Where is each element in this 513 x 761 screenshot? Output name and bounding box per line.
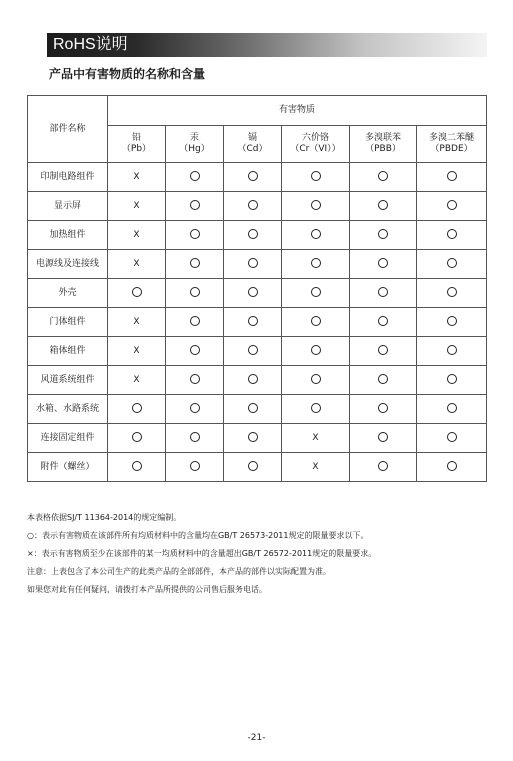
section-title: RoHS说明 bbox=[53, 36, 128, 53]
part-name-cell: 外壳 bbox=[28, 279, 108, 308]
section-banner bbox=[47, 33, 487, 57]
table-row bbox=[28, 308, 487, 337]
substance-name: 汞 bbox=[189, 133, 199, 143]
table-row bbox=[28, 395, 487, 424]
compliant-circle-icon bbox=[311, 403, 321, 413]
page-number: -21- bbox=[247, 733, 266, 743]
compliance-cell bbox=[417, 250, 487, 279]
compliance-cell bbox=[350, 337, 417, 366]
compliance-cell bbox=[282, 250, 350, 279]
part-name-cell: 门体组件 bbox=[28, 308, 108, 337]
substance-header bbox=[417, 126, 487, 163]
note-circle-meaning: ○：表示有害物质在该部件所有均质材料中的含量均在GB/T 26573-2011规定的限量要求以下。 bbox=[27, 531, 369, 540]
part-name-cell: 风道系统组件 bbox=[28, 366, 108, 395]
compliant-circle-icon bbox=[132, 287, 142, 297]
compliance-cell bbox=[108, 250, 166, 279]
exceeds-limit-mark: X bbox=[133, 316, 140, 327]
compliant-circle-icon bbox=[248, 316, 258, 326]
compliance-cell bbox=[166, 337, 224, 366]
substance-name: 多溴联苯 bbox=[364, 133, 401, 143]
compliant-circle-icon bbox=[378, 316, 388, 326]
compliant-circle-icon bbox=[190, 258, 200, 268]
compliance-cell bbox=[350, 250, 417, 279]
table-row bbox=[28, 279, 487, 308]
compliance-cell bbox=[417, 337, 487, 366]
part-name-cell: 水箱、水路系统 bbox=[28, 395, 108, 424]
compliant-circle-icon bbox=[447, 171, 457, 181]
compliance-cell bbox=[224, 279, 282, 308]
compliant-circle-icon bbox=[378, 200, 388, 210]
compliant-circle-icon bbox=[132, 461, 142, 471]
compliance-cell bbox=[166, 279, 224, 308]
compliance-cell bbox=[166, 221, 224, 250]
part-name-header: 部件名称 bbox=[28, 96, 108, 163]
note-cross-meaning: ×：表示有害物质至少在该部件的某一均质材料中的含量超出GB/T 26572-2011规定的限量要求。 bbox=[27, 549, 377, 558]
compliant-circle-icon bbox=[311, 316, 321, 326]
compliant-circle-icon bbox=[248, 432, 258, 442]
table-row bbox=[28, 337, 487, 366]
substance-name: 铅 bbox=[131, 133, 141, 143]
compliant-circle-icon bbox=[190, 345, 200, 355]
compliance-cell bbox=[417, 192, 487, 221]
compliance-cell bbox=[417, 366, 487, 395]
notes-section bbox=[27, 511, 489, 597]
compliance-cell bbox=[108, 395, 166, 424]
compliance-cell bbox=[417, 424, 487, 453]
substance-name: 六价铬 bbox=[301, 133, 329, 143]
compliant-circle-icon bbox=[447, 374, 457, 384]
exceeds-limit-mark: X bbox=[133, 345, 140, 356]
compliance-cell bbox=[417, 453, 487, 482]
compliant-circle-icon bbox=[311, 374, 321, 384]
table-row bbox=[28, 453, 487, 482]
compliance-cell bbox=[108, 221, 166, 250]
table-row bbox=[28, 366, 487, 395]
compliant-circle-icon bbox=[311, 229, 321, 239]
compliance-cell bbox=[350, 395, 417, 424]
compliance-cell bbox=[417, 221, 487, 250]
compliance-cell bbox=[417, 308, 487, 337]
compliant-circle-icon bbox=[190, 461, 200, 471]
substance-symbol: （Hg） bbox=[179, 144, 210, 154]
compliant-circle-icon bbox=[378, 461, 388, 471]
compliance-cell bbox=[108, 192, 166, 221]
compliant-circle-icon bbox=[311, 200, 321, 210]
compliance-cell bbox=[350, 192, 417, 221]
compliant-circle-icon bbox=[190, 200, 200, 210]
compliant-circle-icon bbox=[248, 171, 258, 181]
note-attention: 注意：上表包含了本公司生产的此类产品的全部部件，本产品的部件以实际配置为准。 bbox=[27, 567, 331, 576]
compliant-circle-icon bbox=[248, 200, 258, 210]
compliance-cell bbox=[282, 308, 350, 337]
compliance-cell bbox=[108, 308, 166, 337]
compliance-cell bbox=[282, 453, 350, 482]
compliance-cell bbox=[350, 424, 417, 453]
compliant-circle-icon bbox=[311, 345, 321, 355]
compliant-circle-icon bbox=[190, 432, 200, 442]
compliant-circle-icon bbox=[132, 403, 142, 413]
substance-name: 镉 bbox=[247, 133, 257, 143]
compliant-circle-icon bbox=[132, 432, 142, 442]
substance-symbol: （PBB） bbox=[365, 144, 401, 154]
exceeds-limit-mark: X bbox=[133, 229, 140, 240]
compliance-cell bbox=[166, 395, 224, 424]
compliance-cell bbox=[166, 424, 224, 453]
table-row bbox=[28, 424, 487, 453]
substance-header bbox=[350, 126, 417, 163]
substance-name: 多溴二苯醚 bbox=[429, 133, 475, 143]
compliant-circle-icon bbox=[248, 374, 258, 384]
compliance-cell bbox=[108, 163, 166, 192]
part-name-cell: 加热组件 bbox=[28, 221, 108, 250]
compliance-cell bbox=[166, 308, 224, 337]
compliance-cell bbox=[224, 308, 282, 337]
exceeds-limit-mark: X bbox=[133, 171, 140, 182]
compliance-cell bbox=[224, 366, 282, 395]
hazardous-substance-table bbox=[27, 95, 487, 482]
compliant-circle-icon bbox=[447, 287, 457, 297]
compliance-cell bbox=[224, 250, 282, 279]
table-row bbox=[28, 250, 487, 279]
compliant-circle-icon bbox=[248, 461, 258, 471]
compliant-circle-icon bbox=[447, 316, 457, 326]
compliant-circle-icon bbox=[248, 229, 258, 239]
substance-header bbox=[282, 126, 350, 163]
compliance-cell bbox=[224, 163, 282, 192]
compliant-circle-icon bbox=[190, 229, 200, 239]
compliant-circle-icon bbox=[447, 258, 457, 268]
compliant-circle-icon bbox=[190, 171, 200, 181]
compliance-cell bbox=[350, 221, 417, 250]
compliant-circle-icon bbox=[311, 258, 321, 268]
compliance-cell bbox=[166, 453, 224, 482]
exceeds-limit-mark: X bbox=[312, 432, 319, 443]
compliance-cell bbox=[282, 163, 350, 192]
exceeds-limit-mark: X bbox=[133, 374, 140, 385]
substance-header bbox=[108, 126, 166, 163]
part-name-cell: 连接固定组件 bbox=[28, 424, 108, 453]
compliant-circle-icon bbox=[447, 403, 457, 413]
compliance-cell bbox=[282, 279, 350, 308]
compliance-cell bbox=[224, 337, 282, 366]
note-contact: 如果您对此有任何疑问，请拨打本产品所提供的公司售后服务电话。 bbox=[27, 585, 267, 594]
compliant-circle-icon bbox=[378, 229, 388, 239]
compliant-circle-icon bbox=[311, 287, 321, 297]
part-name-cell: 印制电路组件 bbox=[28, 163, 108, 192]
note-basis: 本表格依据SJ/T 11364-2014的规定编制。 bbox=[27, 513, 182, 522]
compliant-circle-icon bbox=[190, 316, 200, 326]
part-name-cell: 箱体组件 bbox=[28, 337, 108, 366]
substance-header bbox=[224, 126, 282, 163]
exceeds-limit-mark: X bbox=[312, 461, 319, 472]
compliant-circle-icon bbox=[248, 258, 258, 268]
compliance-cell bbox=[417, 395, 487, 424]
substance-symbol: （Pb） bbox=[121, 144, 152, 154]
table-row bbox=[28, 192, 487, 221]
compliant-circle-icon bbox=[248, 403, 258, 413]
substance-symbol: （Cr（VI）） bbox=[290, 144, 341, 154]
compliance-cell bbox=[417, 279, 487, 308]
compliant-circle-icon bbox=[378, 287, 388, 297]
compliant-circle-icon bbox=[248, 345, 258, 355]
compliance-cell bbox=[282, 221, 350, 250]
substance-symbol: （PBDE） bbox=[430, 144, 473, 154]
compliance-cell bbox=[108, 366, 166, 395]
compliance-cell bbox=[224, 395, 282, 424]
compliance-cell bbox=[282, 366, 350, 395]
compliant-circle-icon bbox=[190, 403, 200, 413]
compliance-cell bbox=[224, 453, 282, 482]
compliance-cell bbox=[108, 424, 166, 453]
compliance-cell bbox=[350, 366, 417, 395]
compliance-cell bbox=[108, 279, 166, 308]
compliant-circle-icon bbox=[378, 374, 388, 384]
compliant-circle-icon bbox=[190, 374, 200, 384]
compliance-cell bbox=[166, 366, 224, 395]
compliant-circle-icon bbox=[447, 200, 457, 210]
compliance-cell bbox=[224, 221, 282, 250]
compliance-cell bbox=[350, 163, 417, 192]
part-name-cell: 附件（螺丝） bbox=[28, 453, 108, 482]
compliant-circle-icon bbox=[378, 345, 388, 355]
compliance-cell bbox=[108, 337, 166, 366]
part-name-cell: 显示屏 bbox=[28, 192, 108, 221]
compliant-circle-icon bbox=[248, 287, 258, 297]
part-name-cell: 电源线及连接线 bbox=[28, 250, 108, 279]
compliance-cell bbox=[282, 395, 350, 424]
compliant-circle-icon bbox=[447, 345, 457, 355]
compliant-circle-icon bbox=[447, 461, 457, 471]
compliance-cell bbox=[282, 192, 350, 221]
compliance-cell bbox=[282, 424, 350, 453]
table-row bbox=[28, 163, 487, 192]
compliance-cell bbox=[224, 192, 282, 221]
compliance-cell bbox=[282, 337, 350, 366]
compliance-cell bbox=[166, 250, 224, 279]
substance-header bbox=[166, 126, 224, 163]
compliance-cell bbox=[350, 308, 417, 337]
compliant-circle-icon bbox=[378, 171, 388, 181]
compliance-cell bbox=[417, 163, 487, 192]
compliance-cell bbox=[224, 424, 282, 453]
compliance-cell bbox=[166, 163, 224, 192]
compliance-cell bbox=[108, 453, 166, 482]
table-caption: 产品中有害物质的名称和含量 bbox=[49, 67, 206, 81]
table-row bbox=[28, 221, 487, 250]
compliance-cell bbox=[350, 279, 417, 308]
compliant-circle-icon bbox=[447, 432, 457, 442]
compliance-cell bbox=[166, 192, 224, 221]
compliant-circle-icon bbox=[378, 258, 388, 268]
compliant-circle-icon bbox=[447, 229, 457, 239]
exceeds-limit-mark: X bbox=[133, 200, 140, 211]
substance-group-header: 有害物质 bbox=[108, 96, 487, 126]
compliant-circle-icon bbox=[378, 432, 388, 442]
exceeds-limit-mark: X bbox=[133, 258, 140, 269]
compliant-circle-icon bbox=[311, 171, 321, 181]
substance-symbol: （Cd） bbox=[237, 144, 268, 154]
compliant-circle-icon bbox=[190, 287, 200, 297]
compliant-circle-icon bbox=[378, 403, 388, 413]
compliance-cell bbox=[350, 453, 417, 482]
